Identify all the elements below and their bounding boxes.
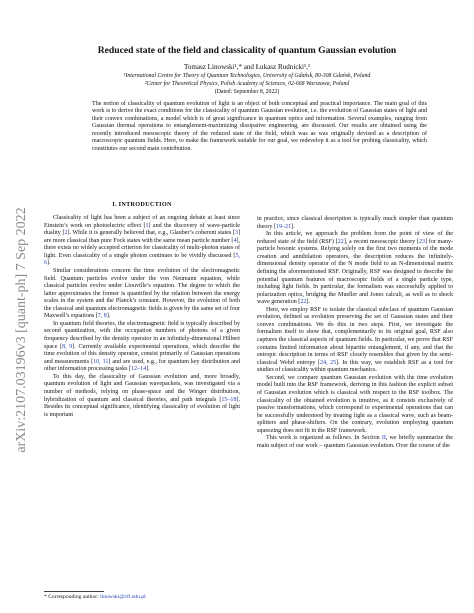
- citation-link[interactable]: 22: [337, 238, 344, 245]
- paragraph-text: In this article, we approach the problem from the point of view of the reduced state of the field (RSF) [: [257, 231, 453, 245]
- paragraph-text: , we briefly summarize the main subject of our work – quantum Gaussian evolution. Over the course of the: [257, 435, 453, 449]
- citation-link[interactable]: 4: [233, 237, 237, 244]
- paragraph-text: ]. In this way, we establish RSF as a tool for studies of classicality within quantum mechanics.: [257, 359, 453, 374]
- arxiv-identifier-stamp: [9, 207, 35, 453]
- affiliation-2: ²Center for Theoretical Physics, Polish Academy of Sciences, 02-668 Warszawa, Poland: [144, 81, 350, 87]
- citation-link[interactable]: II: [381, 435, 386, 442]
- left-column-body: [44, 215, 240, 419]
- paragraph-text: To this day, the classicality of Gaussian evolution and, more broadly, quantum evolution of light and Gaussian wavepackets, was investigated via a number of methods, relying on phase-space and the Winger distribution, hybridization of quantum and classical theories, and path integrals [: [44, 373, 240, 403]
- paragraph-text: ], there exists no widely accepted criterion for classicality of multi-photon states of light. Even classicality of a single photon continues to be vividly discussed [: [44, 237, 240, 259]
- footnote-rule: [44, 591, 104, 592]
- paragraph-text: ].: [291, 223, 295, 230]
- paragraph-text: Here, we employ RSF to isolate the classical subclass of quantum Gaussian evolution, defined as evolution preserving the set of Gaussian states and their convex combinations. We do this in two steps. First, we investigate the formalism itself to show that, complementarily to its original goal, RSF also captures the classical aspects of quantum fields. In particular, we prove that RSF contains limited information about bipartite entanglement, if any, and that the entropic description in terms of RSF closely resembles that given by the semi-classical Wehrl entropy [: [257, 306, 453, 366]
- author-email-link[interactable]: linowski@cft.edu.pl: [100, 594, 146, 600]
- paragraph-text: ].: [146, 366, 150, 373]
- abstract: The notion of classicality of quantum evolution of light is an object of both conceptual and practical importance. The main goal of this work is to derive the exact conditions for the classicality of quantum Gaussian evolution, i.e. the evolution of Gaussian states of light and their convex combinations, a model which is of great significance in quantum optics and information. Several examples, ranging from Gaussian thermal operations to entanglement-maximizing dissipative engineering, are discussed. Our results are obtained using the recently introduced mesoscopic theory of the reduced state of the field, which was as was originally devised as a description of macroscopic quantum fields. Here, to make the framework suitable for our goal, we redevelop it as a tool for probing classicality, which constitutes our second main contribution.: [92, 101, 427, 152]
- citation-link[interactable]: 23: [419, 238, 426, 245]
- citation-link[interactable]: 5, 6: [44, 252, 240, 267]
- right-column-body: [257, 216, 453, 450]
- paper-title: Reduced state of the field and classicality of quantum Gaussian evolution: [97, 45, 397, 56]
- dated-line: (Dated: September 8, 2022): [214, 89, 280, 95]
- citation-link[interactable]: 8, 9: [62, 343, 73, 350]
- citation-link[interactable]: 7, 8: [97, 313, 107, 320]
- citation-link[interactable]: 10, 11: [93, 358, 109, 365]
- affiliation-1: ¹International Centre for Theory of Quantum Technologies, University of Gdańsk, 80-308 Gdańsk, Poland: [123, 73, 371, 79]
- paragraph-text: Second, we compare quantum Gaussian evolution with the time evolution model built into the RSF framework, deriving in this fashion the explicit subset of Gaussian evolution which is classical with respect to the RSF toolbox. The classicality of the obtained evolution is intuitive, as it consists exclusively of passive transformations, which correspond to experimental operations that can be successfully understood by treating light as a classical wave, such as beam-splitters and phase-shifters. On the contrary, evolution employing quantum squeezing does not fit in the RSF framework.: [257, 374, 453, 434]
- paragraph-text: ].: [306, 299, 310, 306]
- body-paragraph: [44, 268, 240, 321]
- paragraph-text: Similar considerations concern the time evolution of the electromagnetic field. Quantum particles evolve under the von Neumann equation, while classical particles evolve under Liouville’s equation. The degree to which the latter approximates the former is quantified by the relation between the energy scales in the system and the Planck’s constant. However, the evolution of both the classical and quantum electromagnetic fields is given by the same set of four Maxwell’s equations [: [44, 267, 240, 320]
- arxiv-identifier-text: arXiv:2107.03196v3 [quant-ph] 7 Sep 2022: [14, 207, 29, 453]
- paragraph-text: ] and are used, e.g., for quantum key distribution and other information processing tasks [: [44, 358, 240, 373]
- paragraph-text: This work is organized as follows. In Section: [266, 435, 382, 442]
- citation-link[interactable]: 3: [234, 230, 238, 237]
- paragraph-text: ] are more classical than pure Fock states with the same mean particle number [: [44, 230, 240, 244]
- body-paragraph: [44, 374, 240, 419]
- paragraph-text: Classicality of light has been a subject of an ongoing debate at least since Einstein’s work on photoelectric effect [: [44, 215, 240, 229]
- body-paragraph: [257, 231, 453, 307]
- paragraph-text: in practice, since classical description is typically much simpler than quantum theory [: [257, 216, 453, 230]
- citation-link[interactable]: 15–18: [221, 396, 237, 403]
- author-list: Tomasz Linowski¹,* and Łukasz Rudnicki¹,²: [183, 63, 311, 71]
- body-paragraph: [257, 216, 453, 231]
- citation-link[interactable]: 2: [64, 230, 68, 237]
- citation-link[interactable]: 12–14: [131, 366, 147, 373]
- paragraph-text: ]. While it is generally believed that, e.g., Glauber’s coherent states [: [67, 230, 235, 237]
- paragraph-text: ].: [47, 260, 51, 267]
- body-paragraph: [44, 215, 240, 268]
- body-paragraph: [257, 307, 453, 375]
- paragraph-text: ]. Currently available experimental operations, which describe the time evolution of this density operator, consist primarily of Gaussian operations and measurements [: [44, 343, 240, 365]
- paragraph-text: ] for many-particle bosonic systems. Relying solely on the first two moments of the mode creation and annihilation operators, the description reduces the infinitely-dimensional density operator of the N mode field to an N-dimensional matrix defining the aforementioned RSF. Originally, RSF was designed to describe the potential quantum features of macroscopic fields of a single particle type, including light fields. In particular, the formalism was successfully applied to polarization optics, bridging the Mueller and Jones calculi, as well as to shock wave generation [: [257, 238, 454, 306]
- footnote-corresponding-author: [44, 594, 146, 600]
- body-paragraph: [257, 435, 453, 450]
- body-paragraph: [257, 375, 453, 436]
- paragraph-text: ] and the discovery of wave-particle duality [: [44, 222, 240, 237]
- body-paragraph: [44, 321, 240, 374]
- citation-link[interactable]: 22: [300, 299, 307, 306]
- citation-link[interactable]: 1: [145, 222, 149, 229]
- paragraph-text: In quantum field theories, the electromagnetic field is typically described by second quantization, with the occupation numbers of photons of a given frequency described by the density operator in an infinitely-dimensional Hilbert space [: [44, 320, 240, 350]
- paragraph-text: ].: [106, 313, 111, 320]
- footnote-label: * Corresponding author:: [44, 594, 101, 600]
- section-heading-introduction: I. INTRODUCTION: [112, 201, 172, 208]
- citation-link[interactable]: 19–21: [275, 223, 292, 230]
- citation-link[interactable]: 24, 25: [320, 359, 337, 366]
- paragraph-text: ]. Besides its conceptual significance, identifying classicality of evolution of light is important: [44, 396, 240, 418]
- paragraph-text: ], a recent mesoscopic theory [: [343, 238, 420, 245]
